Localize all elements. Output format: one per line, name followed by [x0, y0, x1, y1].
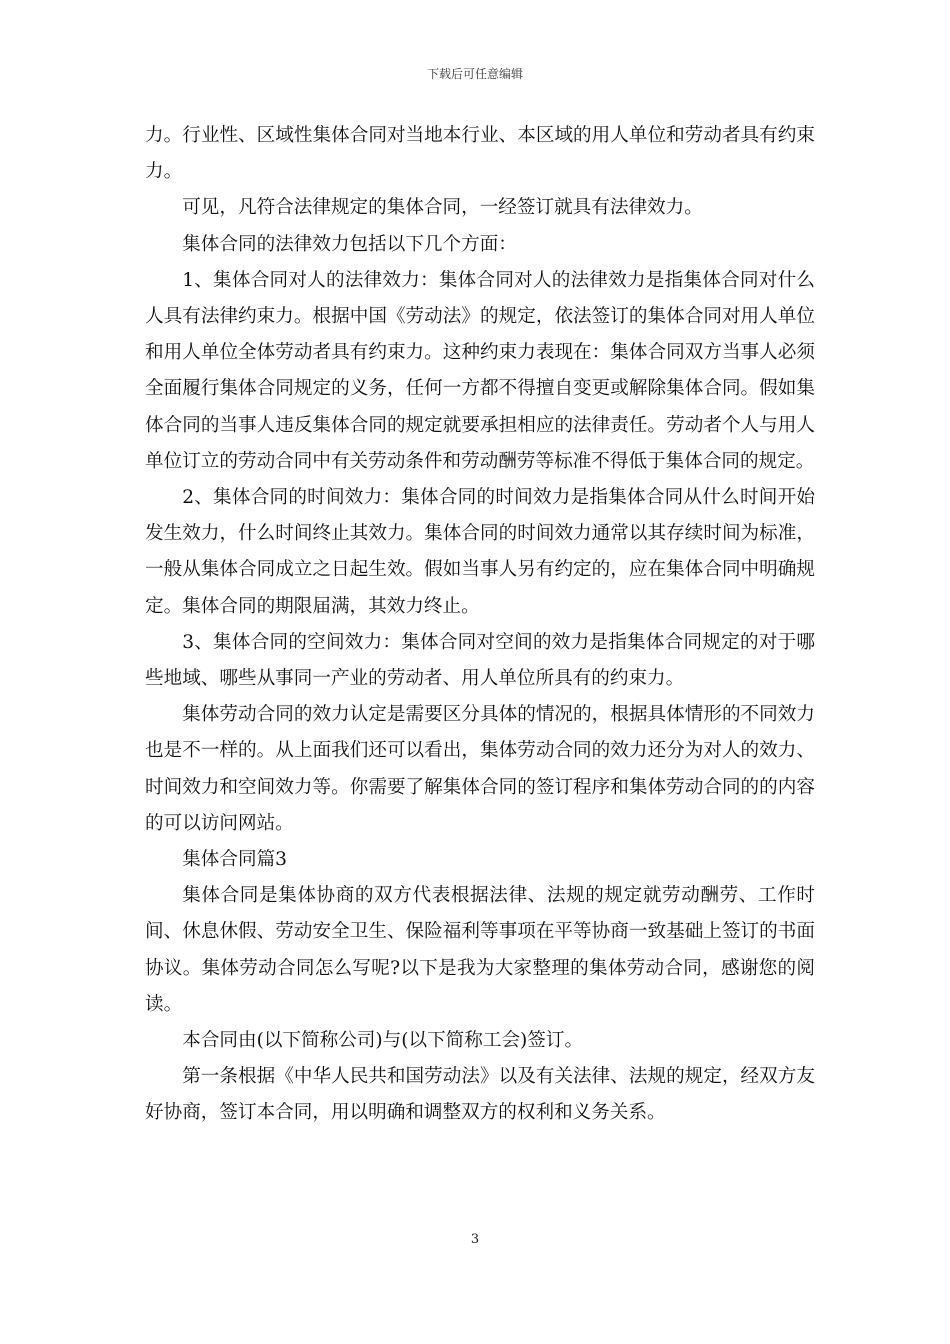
paragraph-6: 3、集体合同的空间效力：集体合同对空间的效力是指集体合同规定的对于哪些地域、哪些从事同一产业的劳动者、用人单位所具有的约束力。: [145, 631, 815, 690]
paragraph-11: 第一条根据《中华人民共和国劳动法》以及有关法律、法规的规定，经双方友好协商，签订本合同，用以明确和调整双方的权利和义务关系。: [145, 1066, 815, 1124]
paragraph-4: 1、集体合同对人的法律效力：集体合同对人的法律效力是指集体合同对什么人具有法律约束力。根据中国《劳动法》的规定，依法签订的集体合同对用人单位和用人单位全体劳动者具有约束力。这种约束力表现在：集体合同双方当事人必须全面履行集体合同规定的义务，任何一方都不得擅自变更或解除集体合同。假如集体合同的当事人违反集体合同的规定就要承担相应的法律责任。劳动者个人与用人单位订立的劳动合同中有关劳动条件和劳动酬劳等标准不得低于集体合同的规定。: [145, 269, 815, 472]
section-heading: 集体合同篇3: [182, 849, 287, 871]
paragraph-5: 2、集体合同的时间效力：集体合同的时间效力是指集体合同从什么时间开始发生效力，什么时间终止其效力。集体合同的时间效力通常以其存续时间为标准，一般从集体合同成立之日起生效。假如当事人另有约定的，应在集体合同中明确规定。集体合同的期限届满，其效力终止。: [145, 487, 815, 617]
paragraph-9: 集体合同是集体协商的双方代表根据法律、法规的规定就劳动酬劳、工作时间、休息休假、劳动安全卫生、保险福利等事项在平等协商一致基础上签订的书面协议。集体劳动合同怎么写呢?以下是我为大家整理的集体劳动合同，感谢您的阅读。: [145, 885, 815, 1015]
document-body: [145, 118, 815, 1132]
paragraph-1: 力。行业性、区域性集体合同对当地本行业、本区域的用人单位和劳动者具有约束力。: [145, 125, 815, 183]
paragraph-2: 可见，凡符合法律规定的集体合同，一经签订就具有法律效力。: [182, 197, 703, 219]
page-header: 下载后可任意编辑: [426, 67, 523, 81]
paragraph-10: 本合同由(以下简称公司)与(以下简称工会)签订。: [182, 1030, 584, 1052]
paragraph-3: 集体合同的法律效力包括以下几个方面：: [182, 233, 517, 255]
page-number: 3: [470, 1232, 480, 1247]
paragraph-7: 集体劳动合同的效力认定是需要区分具体的情况的，根据具体情形的不同效力也是不一样的。从上面我们还可以看出，集体劳动合同的效力还分为对人的效力、时间效力和空间效力等。你需要了解集体合同的签订程序和集体劳动合同的的内容的可以访问网站。: [145, 704, 815, 834]
